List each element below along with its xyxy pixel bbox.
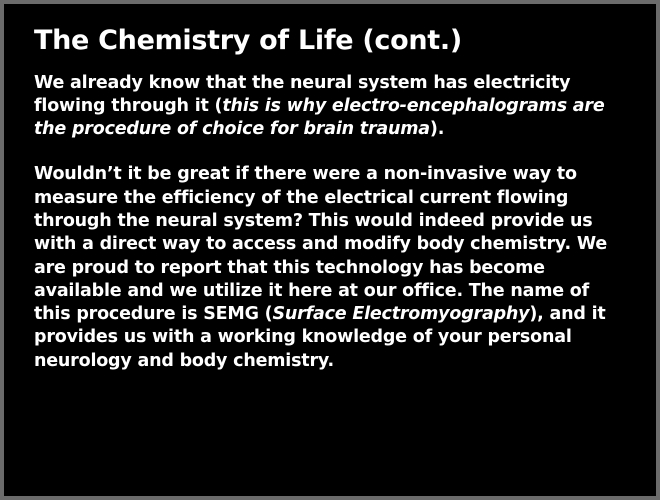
text-run: ), and it provides us with a working knowledge of your personal neurology and body chemistry. bbox=[34, 304, 606, 371]
text-run: Surface Electromyography bbox=[272, 304, 530, 325]
text-run: ). bbox=[429, 119, 445, 140]
paragraph-2 bbox=[34, 163, 630, 372]
paragraph-1 bbox=[34, 72, 630, 142]
page-title: The Chemistry of Life (cont.) bbox=[34, 25, 462, 56]
slide-canvas bbox=[4, 4, 656, 496]
slide-body bbox=[34, 72, 630, 373]
text-run: this is why electro-encephalograms are the procedure of choice for brain trauma bbox=[34, 95, 605, 140]
text-run: Wouldn’t it be great if there were a non-invasive way to measure the efficiency of the electrical current flowing through the neural system? This would indeed provide us with a direct way to access and modify body chemistry. We are proud to report that this technology has become available and we utilize it here at our office. The name of this procedure is SEMG ( bbox=[34, 164, 608, 325]
text-run: We already know that the neural system has electricity flowing through it ( bbox=[34, 72, 571, 116]
